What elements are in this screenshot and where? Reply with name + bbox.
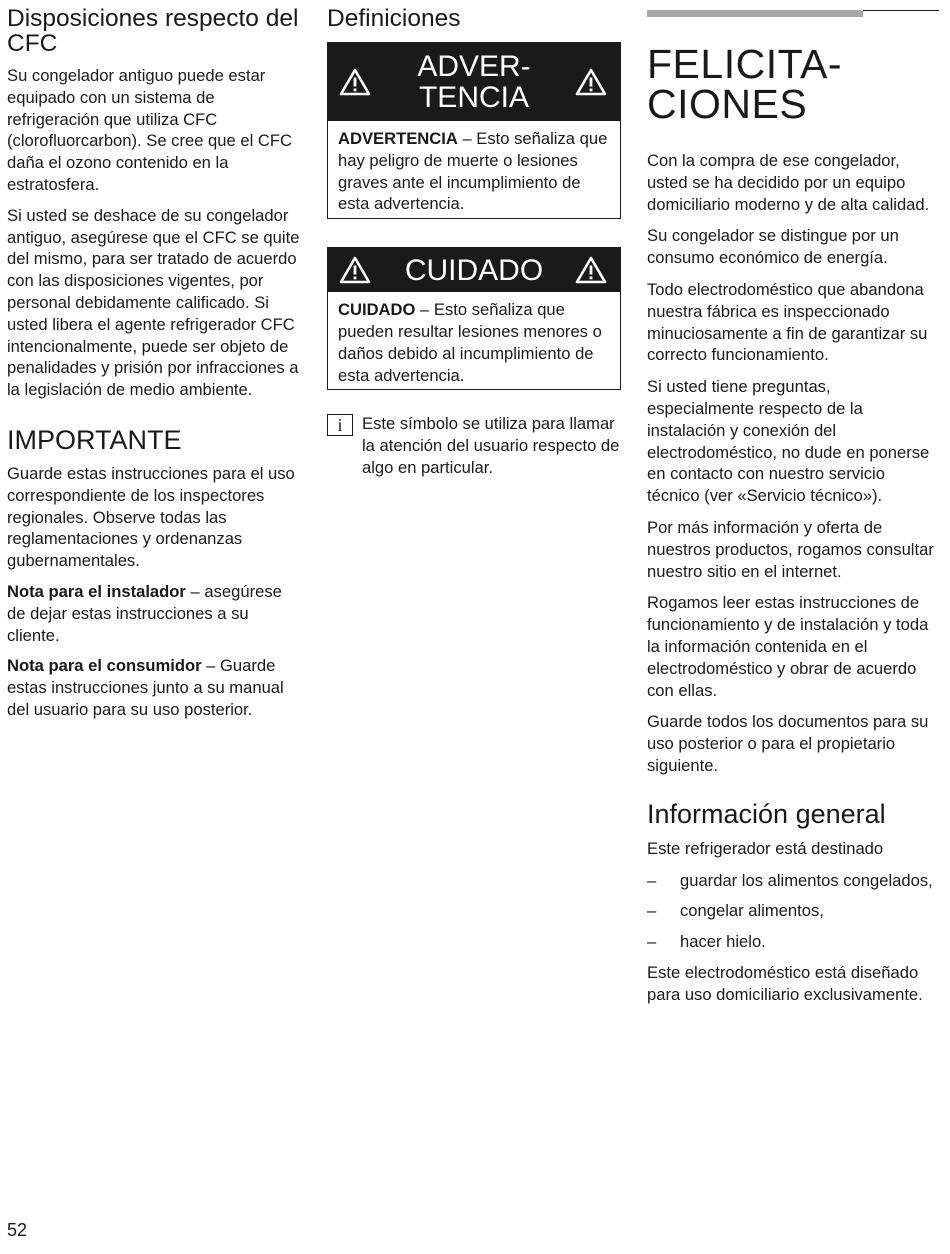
info-icon: i: [327, 414, 353, 436]
list-item: [647, 931, 939, 953]
intro-paragraph-2: Su congelador se distingue por un consumo económico de energía.: [647, 226, 899, 268]
caution-text: – Esto señaliza que pueden resultar lesiones menores o daños debido al incumplimiento de esta advertencia.: [338, 300, 602, 385]
intro-paragraph-5: Por más información y oferta de nuestros productos, rogamos consultar nuestro sitio en el internet.: [647, 517, 934, 581]
installer-note-text: – asegúrese de dejar estas instrucciones a su cliente.: [7, 581, 282, 645]
congratulations-heading: [647, 41, 939, 127]
consumer-note-label: Nota para el consumidor: [7, 656, 202, 676]
general-info-outro: Este electrodoméstico está diseñado para uso domiciliario exclusivamente.: [647, 962, 923, 1004]
list-item-text: hacer hielo.: [680, 932, 766, 952]
intro-paragraph-1: Con la compra de ese congelador, usted se ha decidido por un equipo domiciliario moderno y de alta calidad.: [647, 151, 930, 214]
general-info-heading: Información general: [647, 798, 886, 829]
column-right: [647, 0, 939, 1016]
warning-description: [338, 128, 610, 215]
important-heading: IMPORTANTE: [7, 424, 182, 455]
column-middle: [327, 0, 621, 479]
intro-paragraph-6: Rogamos leer estas instrucciones de funcionamiento y de instalación y toda la información contenida en el electrodoméstico y obrar de acuerdo con ellas.: [647, 593, 929, 700]
congratulations-line-2: CIONES: [647, 81, 808, 127]
warning-text: – Esto señaliza que hay peligro de muerte o lesiones graves ante el incumplimiento de esta advertencia.: [338, 129, 608, 214]
info-text: Este símbolo se utiliza para llamar la atención del usuario respecto de algo en particular.: [362, 414, 620, 477]
list-dash: –: [647, 932, 657, 952]
warning-title-line-2: TENCIA: [418, 81, 529, 114]
warning-body: [328, 121, 620, 218]
list-item-text: guardar los alimentos congelados,: [680, 870, 933, 890]
cfc-paragraph-1: Su congelador antiguo puede estar equipado con un sistema de refrigeración que utiliza CFC (clorofluorcarbon). Se cree que el CFC daña el ozono contenido en la estratosfera.: [7, 66, 292, 194]
usage-list: [647, 870, 939, 953]
list-item: [647, 900, 939, 922]
warning-title-line-1: ADVER-: [417, 50, 531, 83]
warning-header: [328, 43, 620, 121]
list-item: [647, 870, 939, 892]
intro-paragraph-3: Todo electrodoméstico que abandona nuestra fábrica es inspeccionado minuciosamente a fin de garantizar su correcto funcionamiento.: [647, 279, 928, 365]
warning-title: [417, 51, 530, 113]
caution-label: CUIDADO: [338, 300, 416, 320]
installer-note-label: Nota para el instalador: [7, 581, 186, 601]
warning-triangle-icon: [338, 67, 372, 97]
congratulations-line-1: FELICITA-: [647, 41, 843, 87]
cfc-heading-text: Disposiciones respecto del CFC: [7, 5, 299, 57]
intro-paragraph-4: Si usted tiene preguntas, especialmente respecto de la instalación y conexión del electrodoméstico, no dude en ponerse en contacto con nuestro servicio técnico (ver «Servicio técnico»).: [647, 377, 930, 506]
installer-note: [7, 581, 303, 646]
caution-body: [328, 292, 620, 389]
cfc-paragraph-2: Si usted se deshace de su congelador antiguo, asegúrese que el CFC se quite del mismo, para ser tratado de acuerdo con las disposiciones vigentes, por personal debidamente calificado. Si usted libera el agente refrigerador CFC intencionalmente, puede ser objeto de penalidades y prisión por infracciones a la legislación de medio ambiente.: [7, 205, 300, 400]
page-number: 52: [7, 1220, 28, 1240]
general-info-intro: Este refrigerador está destinado: [647, 838, 884, 858]
warning-box: [327, 42, 621, 219]
warning-triangle-icon: [574, 67, 608, 97]
important-paragraph: Guarde estas instrucciones para el uso correspondiente de los inspectores regionales. Observe todas las reglamentaciones y ordenanzas gubernamentales.: [7, 463, 295, 571]
intro-paragraph-7: Guarde todos los documentos para su uso posterior o para el propietario siguiente.: [647, 712, 929, 775]
consumer-note-text: – Guarde estas instrucciones junto a su manual del usuario para su uso posterior.: [7, 656, 284, 719]
caution-triangle-icon: [338, 255, 372, 285]
info-note: [327, 414, 621, 478]
caution-header: [328, 248, 620, 292]
column-left: [7, 0, 303, 730]
caution-triangle-icon: [574, 255, 608, 285]
warning-label: ADVERTENCIA: [338, 129, 458, 148]
definitions-heading: Definiciones: [327, 5, 461, 32]
list-dash: –: [647, 870, 657, 890]
caution-title: CUIDADO: [404, 253, 544, 287]
list-dash: –: [647, 901, 657, 921]
list-item-text: congelar alimentos,: [680, 901, 824, 921]
consumer-note: [7, 655, 303, 720]
caution-box: [327, 247, 621, 390]
cfc-heading: [7, 6, 303, 56]
caution-description: [338, 299, 610, 386]
